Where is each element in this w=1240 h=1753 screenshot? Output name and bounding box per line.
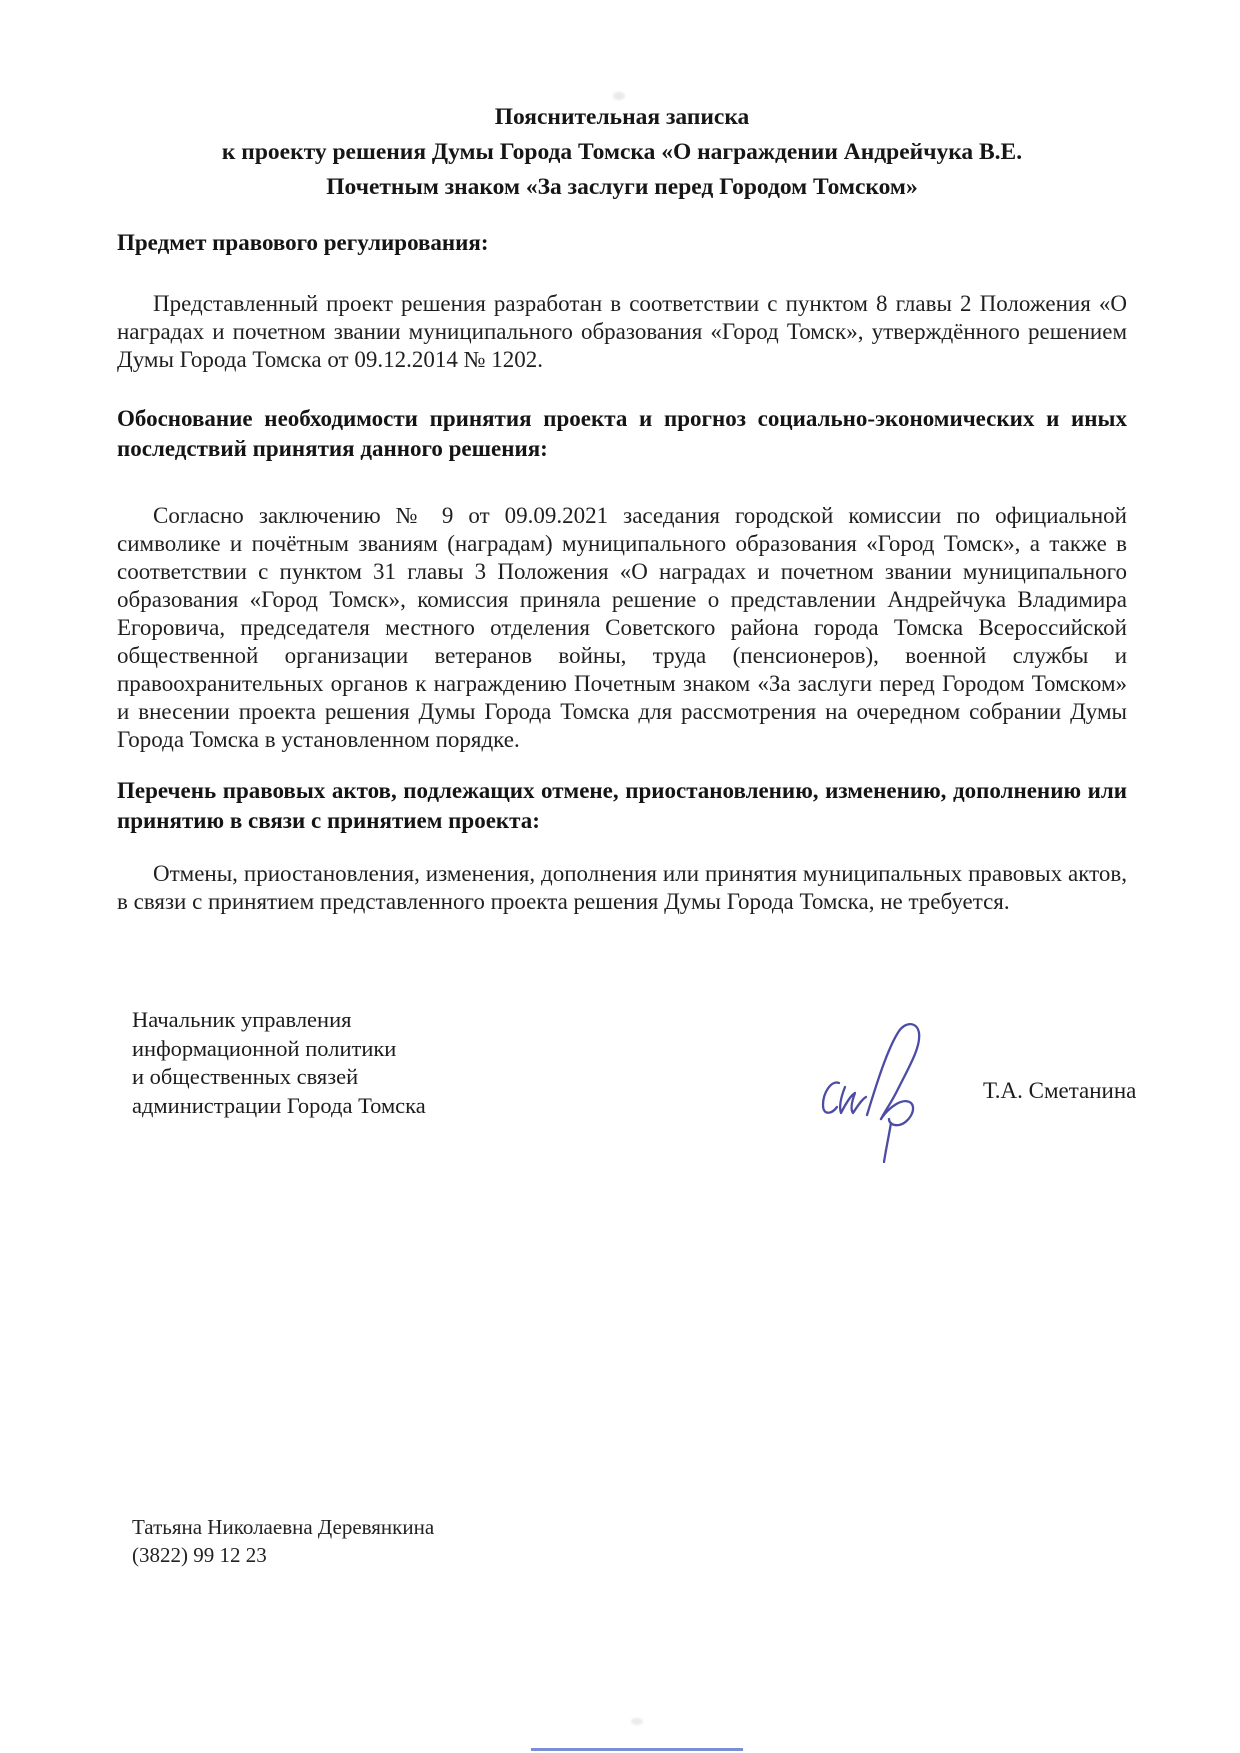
title-line: Почетным знаком «За заслуги перед Городом Томском» (326, 174, 918, 200)
signatory-name: Т.А. Сметанина (983, 1078, 1137, 1103)
contact-name: Татьяна Николаевна Деревянкина (132, 1515, 435, 1539)
section-heading: Перечень правовых актов, подлежащих отмене, приостановлению, изменению, дополнению или принятию в связи с принятием проекта: (117, 778, 1127, 833)
section-acts (117, 776, 1127, 916)
position-line: администрации Города Томска (132, 1092, 426, 1118)
contact-block (132, 1513, 1127, 1569)
scan-footer-line (531, 1748, 743, 1751)
position-line: Начальник управления (132, 1007, 352, 1032)
scan-artifact (631, 1718, 643, 1725)
document-title (117, 100, 1127, 205)
section-heading: Обоснование необходимости принятия проекта и прогноз социально-экономических и иных последствий принятия данного решения: (117, 406, 1127, 461)
paragraph: Отмены, приостановления, изменения, дополнения или принятия муниципальных правовых актов, в связи с принятием представленного проекта решения Думы Города Томска, не требуется. (117, 861, 1127, 914)
handwritten-signature-icon (815, 1019, 945, 1164)
position-line: и общественных связей (132, 1064, 359, 1089)
paragraph: Согласно заключению № 9 от 09.09.2021 заседания городской комиссии по официальной символике и почётным званиям (наградам) муниципального образования «Город Томск», а также в соответствии с пунктом 31 главы 3 Положения «О наградах и почетном звании муниципального образования «Город Томск», комиссия приняла решение о представлении Андрейчука Владимира Егоровича, председателя местного отделения Советского района города Томска Всероссийской общественной организации ветеранов войны, труда (пенсионеров), военной службы и правоохранительных органов к награждению Почетным знаком «За заслуги перед Городом Томском» и внесении проекта решения Думы Города Томска для рассмотрения на очередном собрании Думы Города Томска в установленном порядке. (117, 503, 1127, 752)
section-justification (117, 404, 1127, 754)
signature-position-lines (132, 1006, 1127, 1120)
title-line: Пояснительная записка (494, 104, 750, 130)
scan-artifact (613, 92, 625, 100)
paragraph: Представленный проект решения разработан в соответствии с пунктом 8 главы 2 Положения «О наградах и почетном звании муниципального образования «Город Томск», утверждённого решением Думы Города Томска от 09.12.2014 № 1202. (117, 291, 1127, 372)
position-line: информационной политики (132, 1035, 397, 1061)
title-line: к проекту решения Думы Города Томска «О награждении Андрейчука В.Е. (221, 139, 1023, 165)
signature-block (132, 1006, 1137, 1120)
section-subject (117, 228, 1127, 374)
contact-phone: (3822) 99 12 23 (132, 1543, 267, 1567)
section-heading: Предмет правового регулирования: (117, 230, 489, 255)
